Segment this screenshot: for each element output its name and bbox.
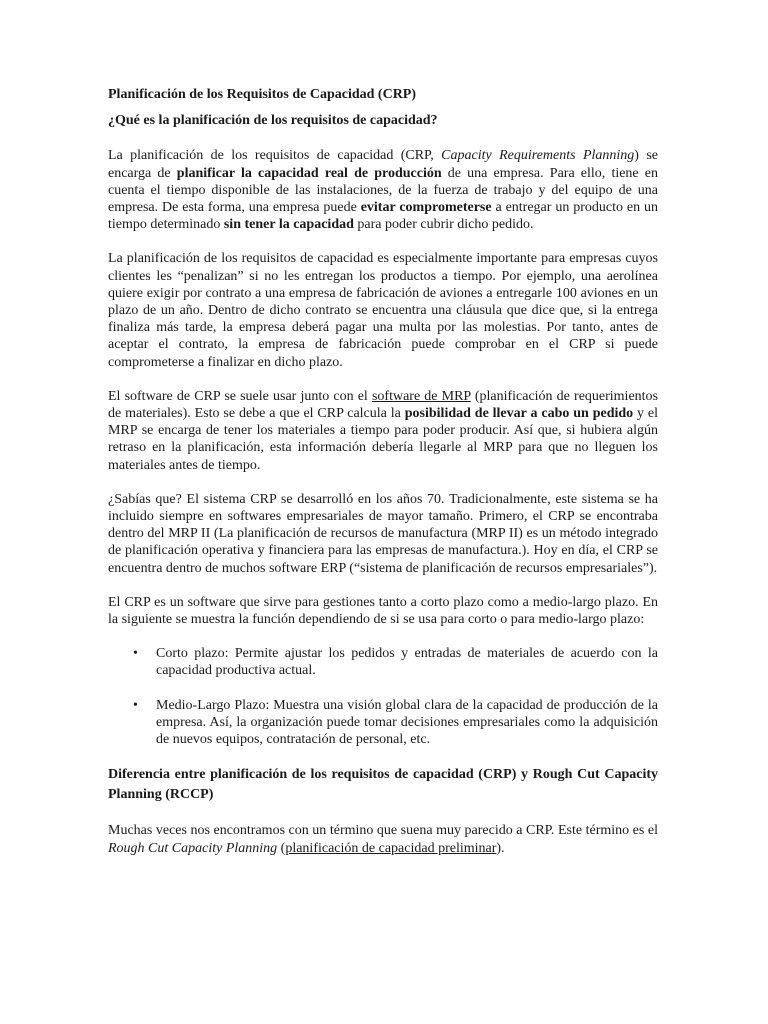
mrp-text-1: El software de CRP se suele usar junto con el <box>108 388 372 404</box>
intro-text-3: de una empresa. Para ello, tiene en cuenta el tiempo disponible de las instalaciones, de la fuerza de trabajo y del equipo de una empresa. De esta forma, una empresa puede <box>108 165 659 216</box>
mrp-software-link[interactable]: software de MRP <box>371 388 471 404</box>
paragraph-importance: La planificación de los requisitos de capacidad es especialmente importante para empresas cuyos clientes les “penalizan” si no les entregan los productos a tiempo. Por ejemplo, una aerolínea quiere exigir por contrato a una empresa de fabricación de aviones a entregarle 100 aviones en un plazo de un año. Dentro de dicho contrato se encuentra una cláusula que dice que, si la entrega finaliza más tarde, la empresa deberá pagar una multa por las molestias. Por tanto, antes de aceptar el contrato, la empresa de fabricación puede comprobar en el CRP si puede comprometerse a finalizar en dicho plazo. <box>108 251 658 370</box>
list-item <box>133 697 658 749</box>
mrp-bold-1: posibilidad de llevar a cabo un pedido <box>404 406 634 422</box>
paragraph-history: ¿Sabías que? El sistema CRP se desarrolló en los años 70. Tradicionalmente, este sistema se ha incluido siempre en softwares empresariales de mayor tamaño. Primero, el CRP se encontraba dentro del MRP II (La planificación de recursos de manufactura (MRP II) es un método integrado de planificación operativa y financiera para las empresas de manufactura.). Hoy en día, el CRP se encuentra dentro de muchos software ERP (“sistema de planificación de recursos empresariales”). <box>108 491 658 576</box>
intro-text-1: La planificación de los requisitos de capacidad (CRP, <box>108 148 442 164</box>
intro-bold-3: sin tener la capacidad <box>223 217 354 233</box>
list-item <box>133 645 658 679</box>
rccp-italic-term: Rough Cut Capacity Planning <box>108 840 278 856</box>
paragraph-intro <box>108 147 658 233</box>
intro-bold-1: planificar la capacidad real de producción <box>176 165 442 181</box>
list-item-text: Corto plazo: Permite ajustar los pedidos y entradas de materiales de acuerdo con la capacidad productiva actual. <box>156 646 658 679</box>
rccp-text-2: ( <box>277 840 286 856</box>
mrp-text-2: (planificación de requerimientos de materiales). Esto se debe a que el CRP calcula la <box>108 388 658 422</box>
section-subtitle: ¿Qué es la planificación de los requisitos de capacidad? <box>108 113 438 129</box>
intro-text-5: para poder cubrir dicho pedido. <box>353 217 534 233</box>
bullet-icon: • <box>133 646 138 662</box>
document-page <box>108 86 658 874</box>
document-title: Planificación de los Requisitos de Capacidad (CRP) <box>108 87 417 102</box>
intro-text-2: ) se encarga de <box>108 148 658 181</box>
rccp-text-3: ). <box>496 840 505 856</box>
intro-bold-2: evitar comprometerse <box>360 200 492 216</box>
paragraph-rccp <box>108 822 658 856</box>
rccp-text-1: Muchas veces nos encontramos con un término que suena muy parecido a CRP. Este término es el <box>108 823 658 839</box>
paragraph-mrp <box>108 388 658 474</box>
section-heading-rccp: Diferencia entre planificación de los requisitos de capacidad (CRP) y Rough Cut Capacity Planning (RCCP) <box>108 767 658 803</box>
bullet-icon: • <box>133 697 138 713</box>
bullet-list <box>108 645 658 748</box>
rccp-link[interactable]: planificación de capacidad preliminar <box>285 840 497 856</box>
mrp-text-3: y el MRP se encarga de tener los materiales a tiempo para poder producir. Así que, si hubiera algún retraso en la planificación, esta información debería llegarle al MRP para que no lleguen los materiales antes de tiempo. <box>108 406 659 473</box>
list-item-text: Medio-Largo Plazo: Muestra una visión global clara de la capacidad de producción de la empresa. Así, la organización puede tomar decisiones empresariales como la adquisición de nuevos equipos, contratación de personal, etc. <box>156 697 658 748</box>
intro-text-4: a entregar un producto en un tiempo determinado <box>108 200 658 233</box>
intro-italic-term: Capacity Requirements Planning <box>441 148 635 164</box>
paragraph-terms: El CRP es un software que sirve para gestiones tanto a corto plazo como a medio-largo plazo. En la siguiente se muestra la función dependiendo de si se usa para corto o para medio-largo plazo: <box>108 594 658 628</box>
